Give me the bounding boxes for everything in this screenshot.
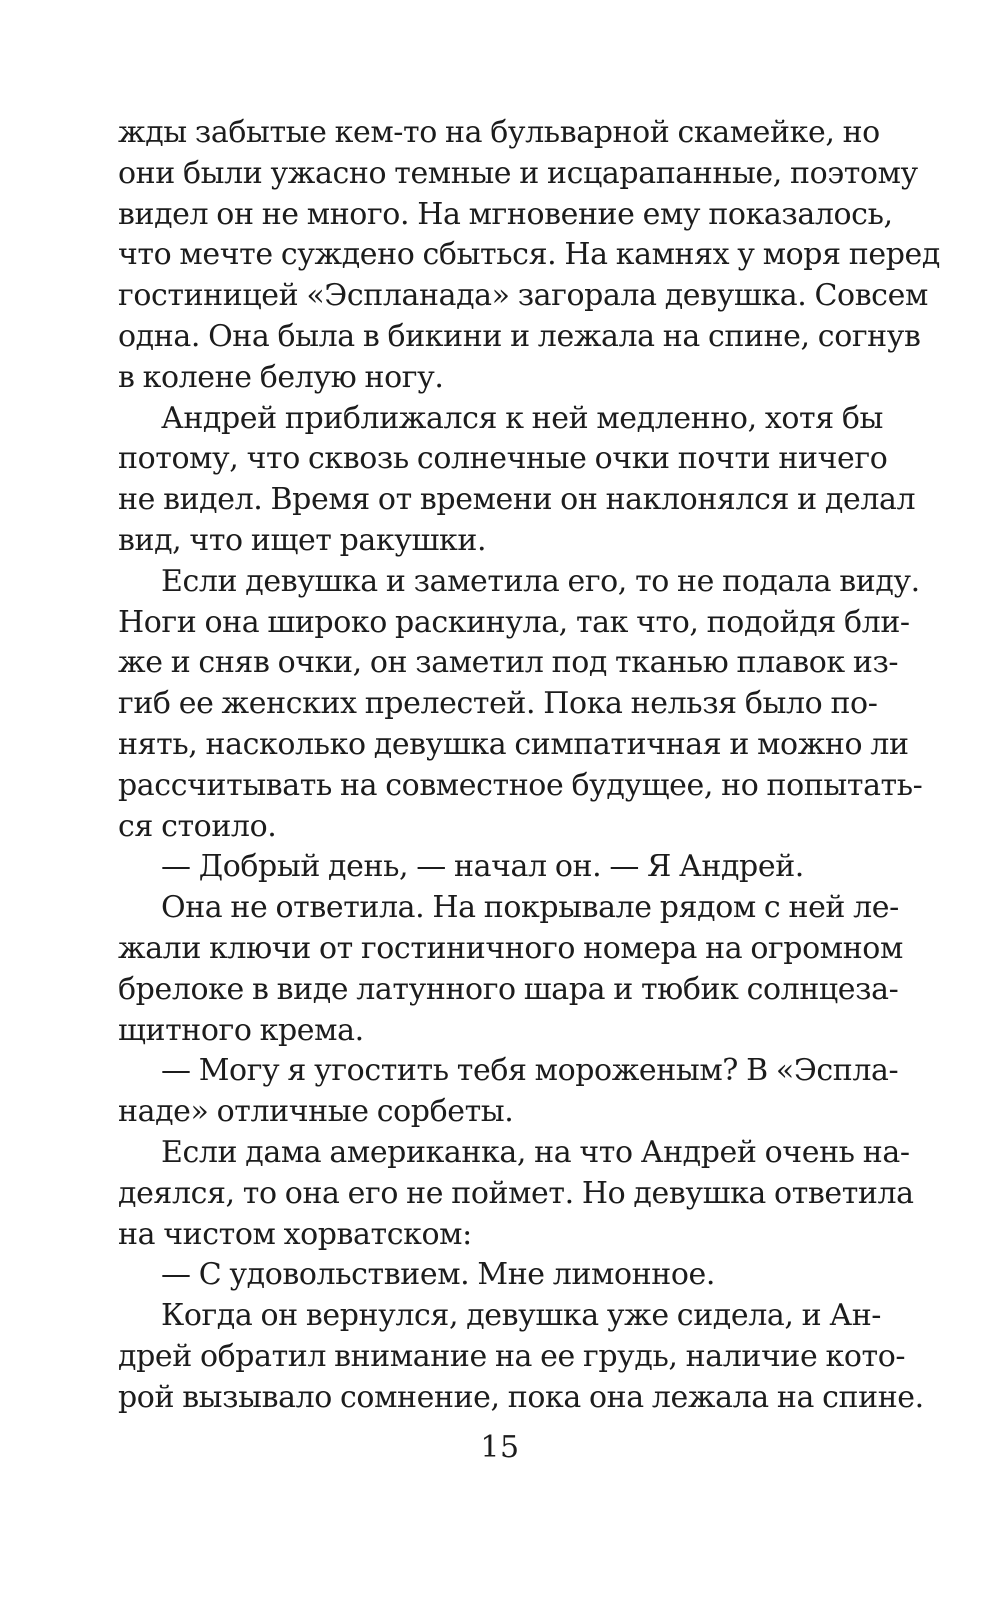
dialogue-line: — С удовольствием. Мне лимонное. xyxy=(161,1257,715,1293)
text-line: деялся, то она его не поймет. Но девушка ответила xyxy=(118,1175,914,1211)
text-line: одна. Она была в бикини и лежала на спине, согнув xyxy=(118,318,921,354)
text-line: видел он не много. На мгновение ему показалось, xyxy=(118,196,893,232)
text-line: Ноги она широко раскинула, так что, подойдя бли- xyxy=(118,604,910,640)
text-line: они были ужасно темные и исцарапанные, поэтому xyxy=(118,155,918,191)
text-line: Если девушка и заметила его, то не подала виду. xyxy=(161,563,920,599)
page-number: 15 xyxy=(480,1430,520,1465)
text-line: на чистом хорватском: xyxy=(118,1216,472,1252)
text-line: рассчитывать на совместное будущее, но попытать- xyxy=(118,767,923,803)
text-line: гостиницей «Эспланада» загорала девушка. Совсем xyxy=(118,278,928,314)
dialogue-line: — Могу я угостить тебя мороженым? В «Эспла- xyxy=(161,1053,899,1089)
text-line: Андрей приближался к ней медленно, хотя бы xyxy=(161,400,884,436)
text-line: потому, что сквозь солнечные очки почти ничего xyxy=(118,441,888,477)
body-text xyxy=(118,113,940,1419)
text-line: наде» отличные сорбеты. xyxy=(118,1094,514,1130)
text-line: ся стоило. xyxy=(118,808,277,844)
text-line: нять, насколько девушка симпатичная и можно ли xyxy=(118,726,909,762)
text-line: жды забытые кем-то на бульварной скамейке, но xyxy=(118,115,880,150)
text-line: не видел. Время от времени он наклонялся и делал xyxy=(118,482,916,518)
text-line: рой вызывало сомнение, пока она лежала на спине. xyxy=(118,1379,924,1415)
text-line: дрей обратил внимание на ее грудь, наличие кото- xyxy=(118,1338,906,1374)
text-line: вид, что ищет ракушки. xyxy=(118,522,487,558)
dialogue-line: — Добрый день, — начал он. — Я Андрей. xyxy=(161,849,804,885)
text-line: Если дама американка, на что Андрей очень на- xyxy=(161,1134,910,1170)
text-line: же и сняв очки, он заметил под тканью плавок из- xyxy=(118,645,899,681)
text-line: брелоке в виде латунного шара и тюбик солнцеза- xyxy=(118,971,899,1007)
text-line: Когда он вернулся, девушка уже сидела, и Ан- xyxy=(161,1298,882,1334)
text-line: что мечте суждено сбыться. На камнях у моря перед xyxy=(118,237,940,273)
text-line: жали ключи от гостиничного номера на огромном xyxy=(118,930,903,966)
text-line: щитного крема. xyxy=(118,1012,364,1048)
text-line: гиб ее женских прелестей. Пока нельзя было по- xyxy=(118,686,878,722)
text-line: в колене белую ногу. xyxy=(118,359,444,395)
text-line: Она не ответила. На покрывале рядом с ней ле- xyxy=(161,890,899,926)
